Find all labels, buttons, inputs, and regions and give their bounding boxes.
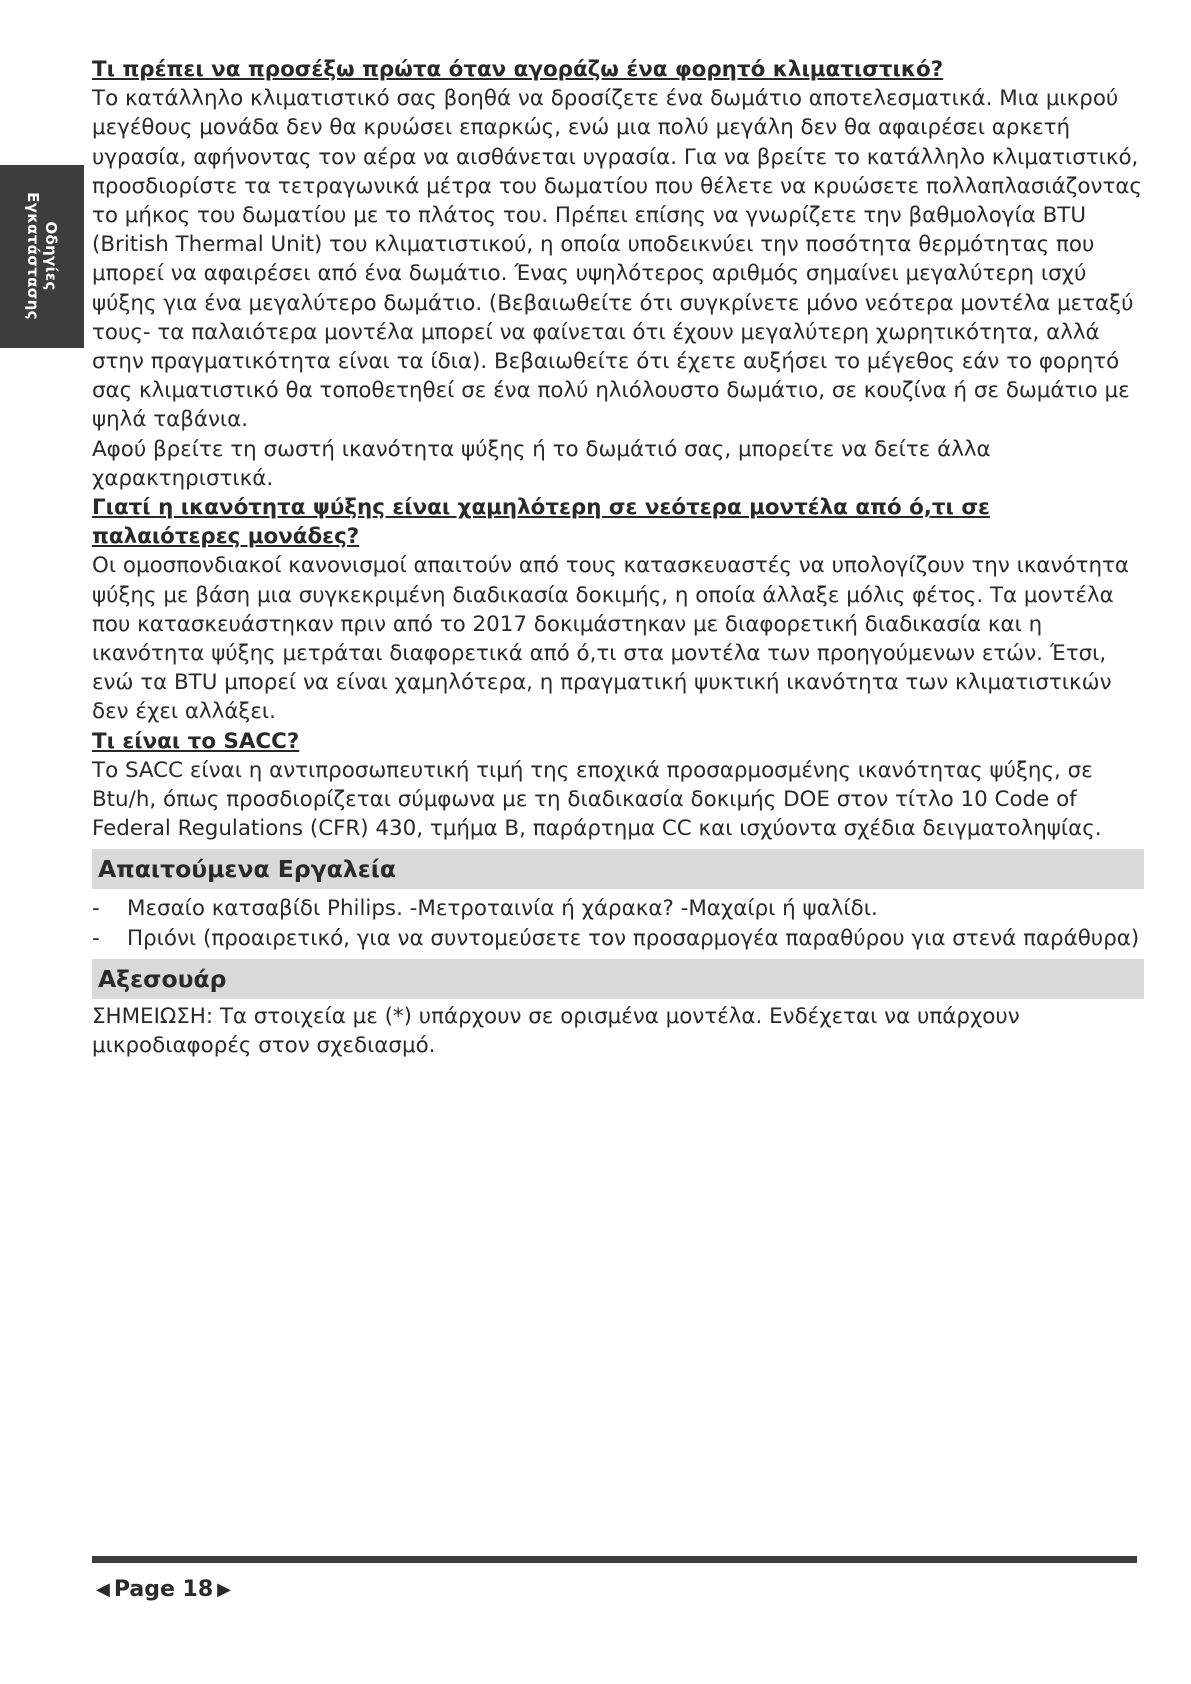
paragraph-portable-ac: Το κατάλληλο κλιματιστικό σας βοηθά να δροσίζετε ένα δωμάτιο αποτελεσματικά. Μια μικρού μεγέθους μονάδα δεν θα κρυώσει επαρκώς, ενώ μια πολύ μεγάλη δεν θα αφαιρέσει αρκετή υγρασία, αφήνοντας τον αέρα να αισθάνεται υγρασία. Για να βρείτε το κατάλληλο κλιματιστικό, προσδιορίστε τα τετραγωνικά μέτρα του δωματίου που θέλετε να κρυώσετε πολλαπλασιάζοντας το μήκος του δωματίου με το πλάτος του. Πρέπει επίσης να γνωρίζετε την βαθμολογία BTU (British Thermal Unit) του κλιματιστικού, η οποία υποδεικνύει την ποσότητα θερμότητας που μπορεί να αφαιρέσει από ένα δωμάτιο. Ένας υψηλότερος αριθμός σημαίνει μεγαλύτερη ισχύ ψύξης για ένα μεγαλύτερο δωμάτιο. (Βεβαιωθείτε ότι συγκρίνετε μόνο νεότερα μοντέλα μεταξύ τους- τα παλαιότερα μοντέλα μπορεί να φαίνεται ότι έχουν μεγαλύτερη χωρητικότητα, αλλά στην πραγματικότητα είναι τα ίδια). Βεβαιωθείτε ότι έχετε αυξήσει το μέγεθος εάν το φορητό σας κλιματιστικό θα τοποθετηθεί σε ένα πολύ ηλιόλουστο δωμάτιο, σε κουζίνα ή σε δωμάτιο με ψηλά ταβάνια. — [92, 86, 1142, 433]
list-item — [92, 894, 1144, 923]
tool-item-text: Μεσαίο κατσαβίδι Philips. -Μετροταινία ή χάρακα? -Μαχαίρι ή ψαλίδι. — [127, 896, 878, 922]
side-tab-label — [24, 192, 60, 320]
paragraph-sacc: Το SACC είναι η αντιπροσωπευτική τιμή της εποχικά προσαρμοσμένης ικανότητας ψύξης, σε Btu/h, όπως προσδιορίζεται σύμφωνα με τη διαδικασία δοκιμής DOE στον τίτλο 10 Code of Federal Regulations (CFR) 430, τμήμα B, παράρτημα CC και ισχύοντα σχέδια δειγματοληψίας. — [92, 757, 1102, 842]
side-tab — [0, 165, 84, 348]
tools-list — [92, 894, 1144, 952]
bullet-dash: - — [92, 925, 100, 951]
side-tab-line2: Εγκατάστασης — [24, 192, 42, 320]
accessories-note: ΣΗΜΕΙΩΣΗ: Τα στοιχεία με (*) υπάρχουν σε ορισμένα μοντέλα. Ενδέχεται να υπάρχουν μικροδιαφορές στον σχεδιασμό. — [92, 1003, 1020, 1059]
section-title-tools: Απαιτούμενα Εργαλεία — [92, 849, 1144, 889]
section-title-accessories: Αξεσουάρ — [92, 959, 1144, 999]
tool-item-text: Πριόνι (προαιρετικό, για να συντομεύσετε τον προσαρμογέα παραθύρου για στενά παράθυρα) — [127, 925, 1140, 951]
page-content — [92, 55, 1144, 1060]
footer-divider — [92, 1556, 1137, 1563]
list-item — [92, 924, 1144, 953]
question-heading-portable-ac: Τι πρέπει να προσέξω πρώτα όταν αγοράζω ένα φορητό κλιματιστικό? — [92, 57, 944, 82]
paragraph-cooling-capacity: Οι ομοσπονδιακοί κανονισμοί απαιτούν από τους κατασκευαστές να υπολογίζουν την ικανότητα ψύξης με βάση μια συγκεκριμένη διαδικασία δοκιμής, η οποία άλλαξε μόλις φέτος. Τα μοντέλα που κατασκευάστηκαν πριν από το 2017 δοκιμάστηκαν με διαφορετική διαδικασία και η ικανότητα ψύξης μετράται διαφορετικά από ό,τι στα μοντέλα των προηγούμενων ετών. Έτσι, ενώ τα BTU μπορεί να είναι χαμηλότερα, η πραγματική ψυκτική ικανότητα των κλιματιστικών δεν έχει αλλάξει. — [92, 553, 1129, 725]
side-tab-line1: Οδηγίες — [42, 221, 60, 291]
page-label: Page 18 — [113, 1577, 214, 1602]
page-number — [92, 1575, 235, 1605]
bullet-dash: - — [92, 896, 100, 922]
question-heading-cooling-capacity: Γιατί η ικανότητα ψύξης είναι χαμηλότερη σε νεότερα μοντέλα από ό,τι σε παλαιότερες μονάδες? — [92, 495, 990, 550]
previous-arrow-icon: ◀ — [96, 1579, 110, 1600]
question-heading-sacc: Τι είναι το SACC? — [92, 728, 300, 754]
paragraph-other-features: Αφού βρείτε τη σωστή ικανότητα ψύξης ή το δωμάτιό σας, μπορείτε να δείτε άλλα χαρακτηριστικά. — [92, 436, 991, 491]
next-arrow-icon: ▶ — [217, 1579, 232, 1600]
